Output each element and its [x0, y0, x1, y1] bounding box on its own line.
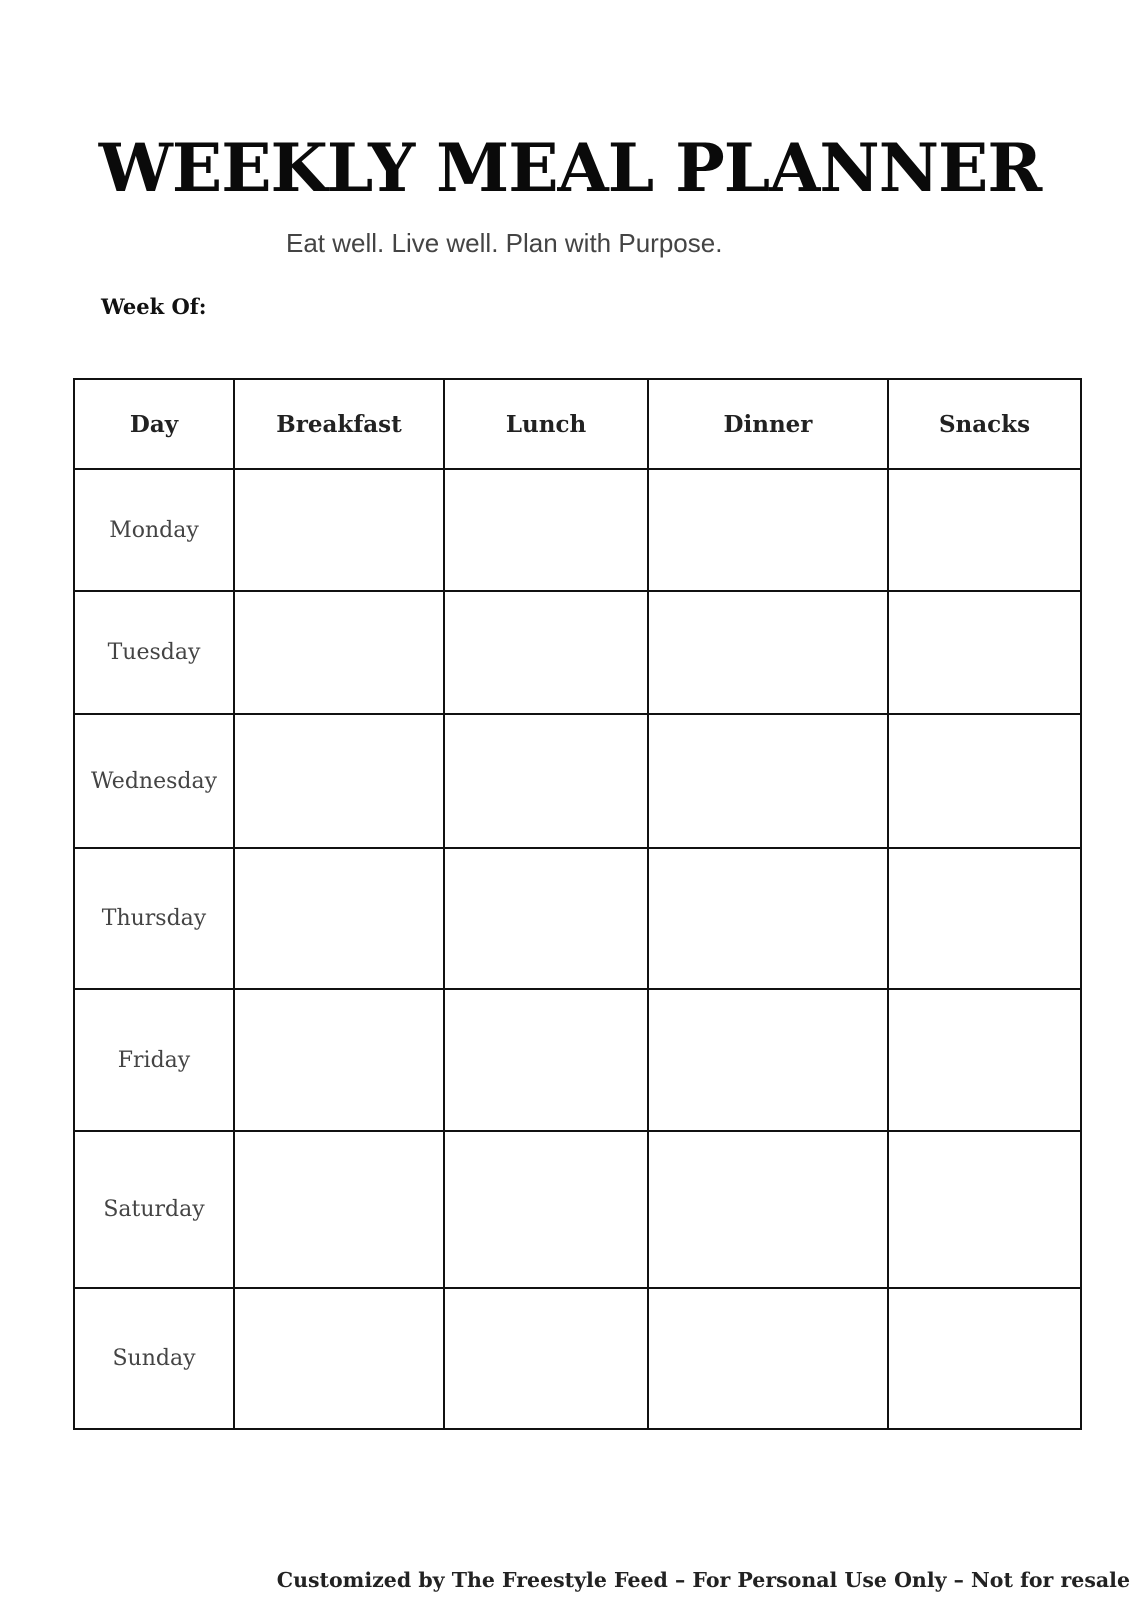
page-title: WEEKLY MEAL PLANNER	[98, 129, 1042, 207]
meal-cell-breakfast[interactable]	[234, 1288, 444, 1429]
meal-cell-breakfast[interactable]	[234, 848, 444, 989]
day-label-friday: Friday	[74, 989, 234, 1131]
table-row	[74, 469, 1081, 591]
header-row	[74, 379, 1081, 469]
meal-cell-dinner[interactable]	[648, 469, 888, 591]
meal-cell-snacks[interactable]	[888, 591, 1081, 714]
meal-cell-lunch[interactable]	[444, 591, 648, 714]
meal-cell-breakfast[interactable]	[234, 714, 444, 848]
meal-cell-lunch[interactable]	[444, 848, 648, 989]
meal-cell-snacks[interactable]	[888, 1288, 1081, 1429]
meal-cell-snacks[interactable]	[888, 848, 1081, 989]
meal-cell-lunch[interactable]	[444, 1288, 648, 1429]
day-label-thursday: Thursday	[74, 848, 234, 989]
meal-cell-lunch[interactable]	[444, 469, 648, 591]
column-header-snacks: Snacks	[888, 379, 1081, 469]
meal-cell-breakfast[interactable]	[234, 1131, 444, 1288]
table-row	[74, 1288, 1081, 1429]
day-label-tuesday: Tuesday	[74, 591, 234, 714]
day-label-monday: Monday	[74, 469, 234, 591]
meal-cell-dinner[interactable]	[648, 1288, 888, 1429]
day-label-wednesday: Wednesday	[74, 714, 234, 848]
meal-cell-breakfast[interactable]	[234, 469, 444, 591]
footer-note: Customized by The Freestyle Feed – For Personal Use Only – Not for resale	[276, 1568, 1130, 1592]
table-row	[74, 1131, 1081, 1288]
week-of-label: Week Of:	[101, 294, 207, 319]
column-header-lunch: Lunch	[444, 379, 648, 469]
meal-cell-breakfast[interactable]	[234, 989, 444, 1131]
table-row	[74, 989, 1081, 1131]
column-header-breakfast: Breakfast	[234, 379, 444, 469]
meal-cell-snacks[interactable]	[888, 1131, 1081, 1288]
meal-cell-lunch[interactable]	[444, 989, 648, 1131]
meal-cell-snacks[interactable]	[888, 469, 1081, 591]
table-row	[74, 848, 1081, 989]
column-header-dinner: Dinner	[648, 379, 888, 469]
meal-cell-breakfast[interactable]	[234, 591, 444, 714]
meal-cell-dinner[interactable]	[648, 591, 888, 714]
column-header-day: Day	[74, 379, 234, 469]
meal-cell-snacks[interactable]	[888, 989, 1081, 1131]
meal-cell-lunch[interactable]	[444, 714, 648, 848]
day-label-sunday: Sunday	[74, 1288, 234, 1429]
meal-planner-table	[73, 378, 1082, 1430]
meal-cell-dinner[interactable]	[648, 848, 888, 989]
day-label-saturday: Saturday	[74, 1131, 234, 1288]
meal-cell-dinner[interactable]	[648, 714, 888, 848]
meal-cell-dinner[interactable]	[648, 989, 888, 1131]
meal-cell-lunch[interactable]	[444, 1131, 648, 1288]
table-row	[74, 714, 1081, 848]
table-row	[74, 591, 1081, 714]
meal-cell-snacks[interactable]	[888, 714, 1081, 848]
meal-cell-dinner[interactable]	[648, 1131, 888, 1288]
tagline: Eat well. Live well. Plan with Purpose.	[286, 228, 723, 258]
